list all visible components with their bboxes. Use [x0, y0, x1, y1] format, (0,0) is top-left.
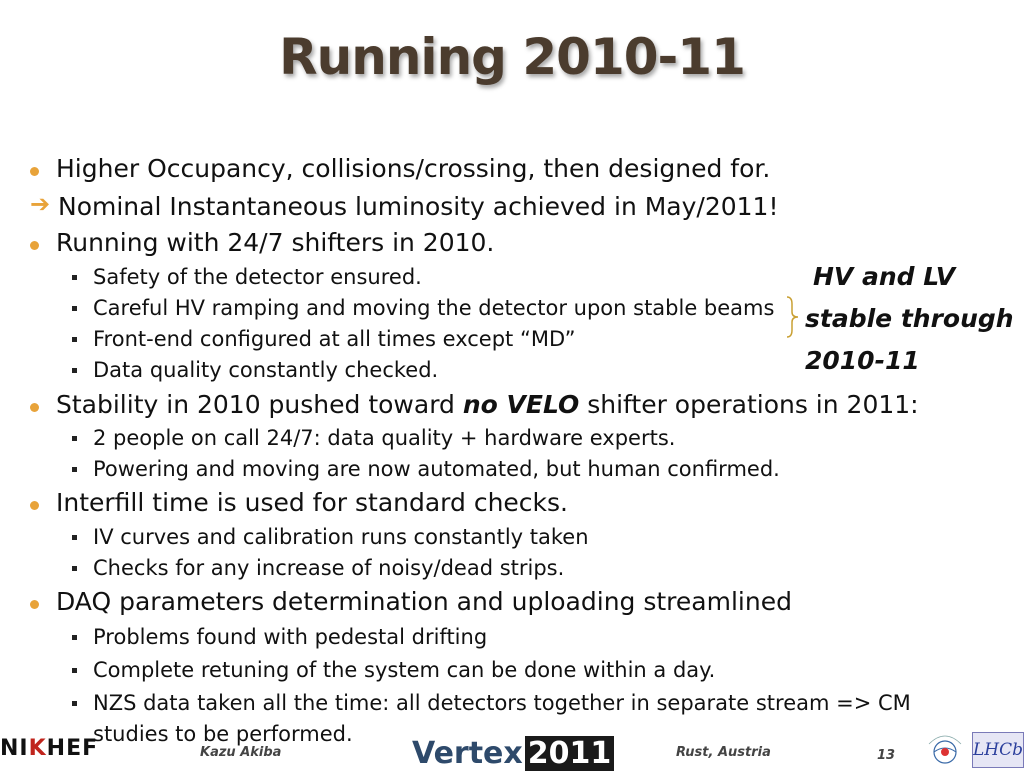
bullet-square-icon — [72, 635, 77, 640]
nikhef-logo — [0, 736, 98, 766]
bullet-square-icon — [72, 566, 77, 571]
nikhef-logo-part: NI — [0, 736, 29, 761]
footer-location: Rust, Austria — [676, 745, 771, 760]
sub-bullet-retuning: Complete retuning of the system can be done within a day. — [93, 658, 716, 682]
side-note — [805, 256, 1020, 382]
sub-bullet-noisy-strips: Checks for any increase of noisy/dead strips. — [93, 556, 565, 580]
vertex-logo-word: Vertex — [412, 736, 523, 771]
sub-bullet-front-end: Front-end configured at all times except “MD” — [93, 327, 576, 351]
bullet-shifters: Running with 24/7 shifters in 2010. — [56, 228, 495, 257]
bullet-stability-emphasis: no VELO — [462, 390, 580, 419]
sub-bullet-safety: Safety of the detector ensured. — [93, 265, 422, 289]
bullet-stability-post: shifter operations in 2011: — [579, 390, 919, 419]
bullet-luminosity: Nominal Instantaneous luminosity achieved in May/2011! — [58, 192, 779, 221]
bullet-square-icon — [72, 275, 77, 280]
bullet-dot-icon — [30, 403, 39, 412]
bullet-square-icon — [72, 368, 77, 373]
lhcb-logo: LHCb — [972, 732, 1024, 768]
bullet-square-icon — [72, 701, 77, 706]
sub-bullet-iv-curves: IV curves and calibration runs constantly taken — [93, 525, 589, 549]
bullet-square-icon — [72, 306, 77, 311]
sub-bullet-hv-ramping: Careful HV ramping and moving the detector upon stable beams — [93, 296, 775, 320]
bullet-dot-icon — [30, 241, 39, 250]
sub-bullet-pedestal: Problems found with pedestal drifting — [93, 625, 488, 649]
bullet-occupancy: Higher Occupancy, collisions/crossing, then designed for. — [56, 154, 771, 183]
bullet-dot-icon — [30, 167, 39, 176]
footer-author: Kazu Akiba — [200, 745, 282, 760]
bullet-square-icon — [72, 467, 77, 472]
page-number: 13 — [877, 748, 896, 763]
sub-bullet-automation: Powering and moving are now automated, but human confirmed. — [93, 457, 780, 481]
velo-logo-icon — [925, 730, 965, 766]
bullet-dot-icon — [30, 501, 39, 510]
side-note-line1: HV and LV — [813, 262, 956, 291]
slide-title: Running 2010-11 — [279, 28, 745, 86]
vertex-2011-logo — [412, 736, 614, 771]
bullet-stability-pre: Stability in 2010 pushed toward — [56, 390, 463, 419]
sub-bullet-nzs-continued: studies to be performed. — [93, 722, 353, 746]
side-note-line2: stable through — [805, 304, 1014, 333]
nikhef-logo-part: HEF — [46, 736, 99, 761]
bullet-interfill: Interfill time is used for standard checks. — [56, 488, 568, 517]
bullet-square-icon — [72, 668, 77, 673]
nikhef-logo-k: K — [28, 736, 47, 761]
brace-icon — [785, 296, 799, 338]
bullet-square-icon — [72, 436, 77, 441]
bullet-stability — [56, 390, 919, 419]
side-note-line3: 2010-11 — [805, 346, 920, 375]
sub-bullet-on-call: 2 people on call 24/7: data quality + hardware experts. — [93, 426, 676, 450]
sub-bullet-nzs: NZS data taken all the time: all detectors together in separate stream => CM — [93, 691, 911, 715]
bullet-dot-icon — [30, 600, 39, 609]
sub-bullet-data-quality: Data quality constantly checked. — [93, 358, 439, 382]
bullet-square-icon — [72, 337, 77, 342]
arrow-right-icon: ➔ — [30, 190, 51, 218]
bullet-square-icon — [72, 535, 77, 540]
vertex-logo-year: 2011 — [525, 736, 615, 771]
bullet-daq: DAQ parameters determination and uploading streamlined — [56, 587, 792, 616]
